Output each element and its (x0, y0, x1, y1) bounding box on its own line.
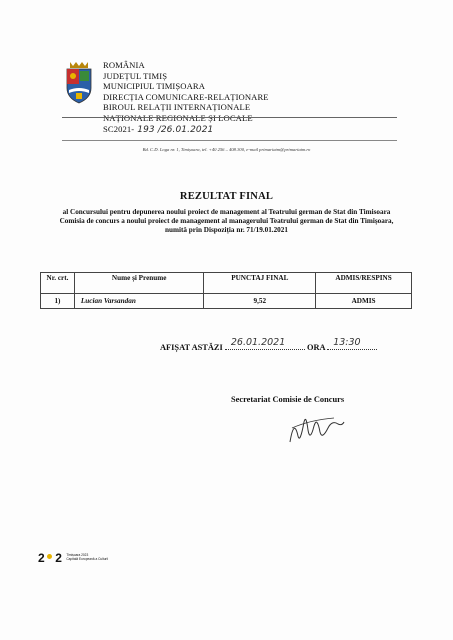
commission-line: Comisia de concurs a noului proiect de management al managerului Teatrului german de Stat din Timișoara, numită prin Dispoziția nr. 71/19.01.2021 (59, 217, 394, 235)
address-divider (62, 140, 397, 141)
posted-label: AFIȘAT ASTĂZI (160, 343, 223, 352)
registration-handwritten: 193 /26.01.2021 (137, 124, 214, 135)
cell-name: Lucian Varsandan (74, 294, 204, 309)
contest-line: al Concursului pentru depunerea noului proiect de management al Teatrului german de Stat din Timisoara (62, 208, 391, 216)
column-header-score: PUNCTAJ FINAL (204, 273, 316, 294)
header-line-office-cont: NAȚIONALE REGIONALE ȘI LOCALE (103, 112, 253, 123)
posted-date-handwritten: 26.01.2021 (230, 337, 286, 348)
logo-caption (66, 554, 108, 562)
contact-address: Bd. C.D. Loga nr. 1, Timișoara, tel. +40 256 – 408.300, e-mail primariatm@primariatm.ro (142, 147, 311, 152)
posted-date-field (225, 337, 305, 350)
registration-number (103, 124, 269, 136)
results-table (40, 272, 412, 309)
logo-caption-line1: Timișoara 2023 (66, 553, 89, 558)
column-header-nr: Nr. crt. (41, 273, 75, 294)
contest-description (55, 208, 398, 236)
page-title: REZULTAT FINAL (179, 191, 274, 202)
posted-time-field (327, 337, 377, 350)
header-line-office: BIROUL RELAȚII INTERNAȚIONALE (103, 102, 251, 113)
header-divider (62, 117, 397, 118)
header-line-county: JUDEȚUL TIMIȘ (103, 70, 168, 81)
column-header-name: Nume și Prenume (74, 273, 204, 294)
logo-caption-line2: Capitală Europeană a Culturii (66, 557, 109, 561)
cell-score: 9,52 (204, 294, 316, 309)
logo-digit-a: 2 (38, 551, 45, 565)
footer-logo (38, 551, 108, 565)
registration-prefix: SC2021- (103, 123, 135, 134)
signature-icon (284, 408, 348, 448)
cell-nr: 1) (41, 294, 75, 309)
header-line-municipality: MUNICIPIUL TIMIȘOARA (103, 81, 206, 92)
table-header-row (41, 273, 412, 294)
posted-time-label: ORA (306, 343, 326, 352)
institution-header (103, 60, 269, 135)
posting-line (160, 337, 377, 352)
header-line-country: ROMÂNIA (103, 60, 145, 70)
secretariat-label: Secretariat Comisie de Concurs (231, 395, 345, 404)
posted-time-handwritten: 13:30 (333, 337, 361, 348)
coat-of-arms-icon (64, 60, 94, 104)
logo-digit-b: 2 (55, 551, 62, 565)
table-row (41, 294, 412, 309)
cell-status: ADMIS (316, 294, 412, 309)
header-line-directorate: DIRECȚIA COMUNICARE-RELAȚIONARE (103, 91, 269, 102)
logo-dot-icon (47, 554, 52, 559)
column-header-status: ADMIS/RESPINS (316, 273, 412, 294)
